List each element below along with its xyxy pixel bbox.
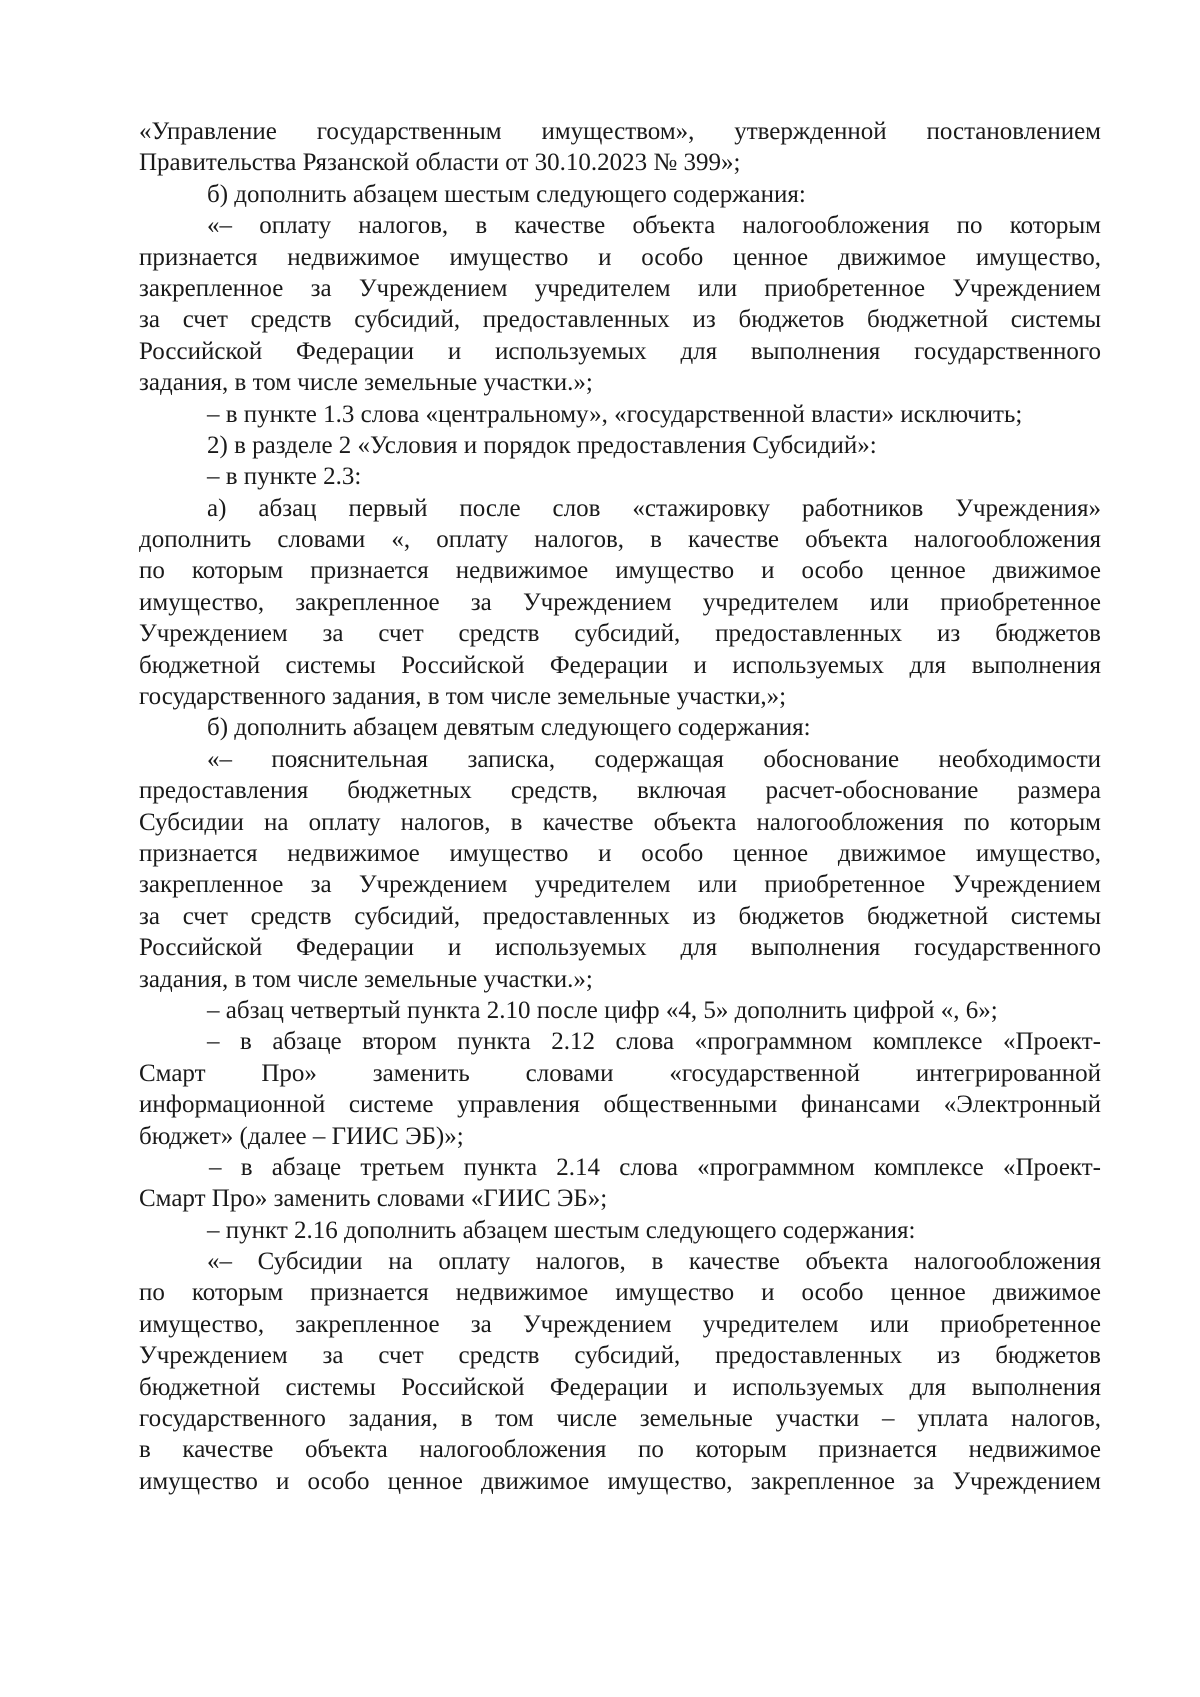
document-text-line: – пункт 2.16 дополнить абзацем шестым следующего содержания: [207,1216,916,1244]
document-text-line: дополнить словами «, оплату налогов, в качестве объекта налогообложения [139,526,1101,554]
document-text-line: Учреждением за счет средств субсидий, предоставленных из бюджетов [139,1342,1101,1370]
document-text-line: признается недвижимое имущество и особо ценное движимое имущество, [139,243,1101,271]
document-text-line: – в пункте 2.3: [207,463,362,491]
document-text-line: за счет средств субсидий, предоставленных из бюджетов бюджетной системы [139,306,1101,334]
document-text-line: задания, в том числе земельные участки.»; [139,369,593,397]
document-text-line: Российской Федерации и используемых для выполнения государственного [139,337,1101,365]
document-text-line: имущество и особо ценное движимое имущество, закрепленное за Учреждением [139,1467,1101,1495]
document-text-line: за счет средств субсидий, предоставленных из бюджетов бюджетной системы [139,902,1101,930]
document-text-line: бюджет» (далее – ГИИС ЭБ)»; [139,1122,464,1150]
document-text-line: по которым признается недвижимое имущество и особо ценное движимое [139,557,1101,585]
document-text-line: по которым признается недвижимое имущество и особо ценное движимое [139,1279,1101,1307]
document-text-line: – в абзаце втором пункта 2.12 слова «программном комплексе «Проект- [207,1028,1101,1056]
document-text-line: Правительства Рязанской области от 30.10.2023 № 399»; [139,149,741,177]
document-text-line: – в пункте 1.3 слова «центральному», «государственной власти» исключить; [207,400,1023,428]
document-text-line: «– пояснительная записка, содержащая обоснование необходимости [207,745,1101,773]
document-text-line: закрепленное за Учреждением учредителем или приобретенное Учреждением [139,274,1101,302]
document-text-line: в качестве объекта налогообложения по которым признается недвижимое [139,1436,1101,1464]
document-text-line: Субсидии на оплату налогов, в качестве объекта налогообложения по которым [139,808,1101,836]
document-text-line: «Управление государственным имуществом», утвержденной постановлением [139,118,1101,145]
document-text-line: бюджетной системы Российской Федерации и используемых для выполнения [139,1373,1101,1401]
document-text-line: – абзац четвертый пункта 2.10 после цифр «4, 5» дополнить цифрой «, 6»; [207,996,998,1024]
document-text-line: Смарт Про» заменить словами «ГИИС ЭБ»; [139,1185,608,1213]
document-text-line: задания, в том числе земельные участки.»; [139,965,593,993]
document-text-line: Российской Федерации и используемых для выполнения государственного [139,934,1101,962]
document-text-line: государственного задания, в том числе земельные участки – уплата налогов, [139,1405,1101,1433]
document-text-line: Смарт Про» заменить словами «государственной интегрированной [139,1059,1101,1087]
document-text-line: государственного задания, в том числе земельные участки,»; [139,683,787,711]
document-text-line: имущество, закрепленное за Учреждением учредителем или приобретенное [139,1310,1101,1338]
document-text-line: «– Субсидии на оплату налогов, в качестве объекта налогообложения [207,1248,1101,1276]
document-text-line: признается недвижимое имущество и особо ценное движимое имущество, [139,839,1101,867]
document-text-line: закрепленное за Учреждением учредителем или приобретенное Учреждением [139,871,1101,899]
document-text-line: 2) в разделе 2 «Условия и порядок предоставления Субсидий»: [207,431,877,459]
document-text-line: – в абзаце третьем пункта 2.14 слова «программном комплексе «Проект- [209,1153,1101,1181]
document-text-line: б) дополнить абзацем девятым следующего содержания: [207,714,811,742]
document-text-line: бюджетной системы Российской Федерации и используемых для выполнения [139,651,1101,679]
document-text-line: имущество, закрепленное за Учреждением учредителем или приобретенное [139,588,1101,616]
document-text-line: б) дополнить абзацем шестым следующего содержания: [207,180,806,208]
document-page [139,116,1101,1497]
document-text-line: Учреждением за счет средств субсидий, предоставленных из бюджетов [139,620,1101,648]
document-text-line: «– оплату налогов, в качестве объекта налогообложения по которым [207,212,1101,240]
document-text-line: информационной системе управления общественными финансами «Электронный [139,1091,1101,1119]
document-text-line: а) абзац первый после слов «стажировку работников Учреждения» [207,494,1101,522]
document-text-line: предоставления бюджетных средств, включая расчет-обоснование размера [139,777,1101,805]
